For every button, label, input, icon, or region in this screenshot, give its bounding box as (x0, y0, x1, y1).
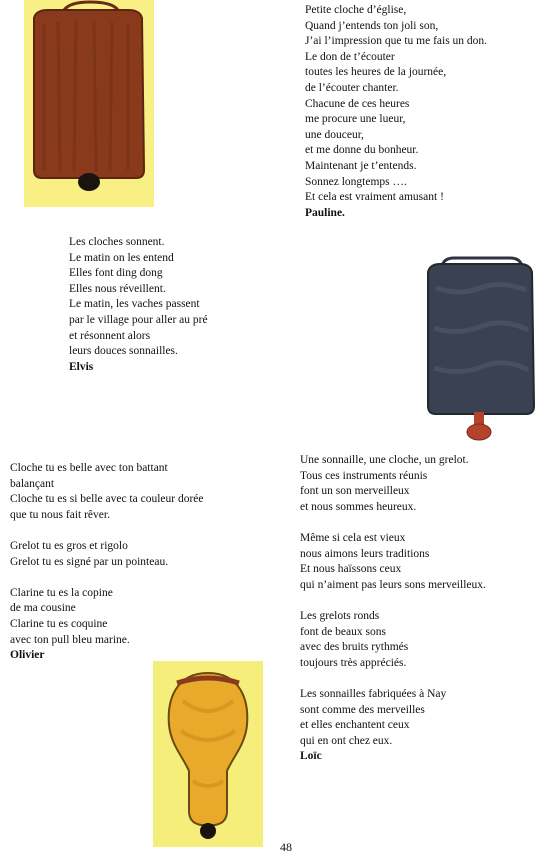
poem-line: Clarine tu es la copine (10, 586, 113, 599)
poem-line: de l’écouter chanter. (305, 81, 399, 94)
poem-line: et elles enchantent ceux (300, 719, 410, 732)
poem-line: Et cela est vraiment amusant ! (305, 191, 444, 204)
poem-line: font de beaux sons (300, 625, 386, 638)
poem-line: Sonnez longtemps …. (305, 175, 407, 188)
brown-bell-illustration (24, 0, 154, 207)
poem-line: avec ton pull bleu marine. (10, 633, 130, 646)
poem-line: Une sonnaille, une cloche, un grelot. (300, 454, 469, 466)
poem-line: Clarine tu es coquine (10, 617, 108, 630)
stanza-gap (300, 671, 486, 687)
poem-line: Grelot tu es gros et rigolo (10, 539, 128, 552)
poem-line: Petite cloche d’église, (305, 4, 407, 16)
poem-line: Elles nous réveillent. (69, 282, 166, 295)
poem-line: Le matin on les entend (69, 251, 174, 264)
stanza-gap (10, 523, 204, 539)
poem-line: Le don de t’écouter (305, 50, 395, 63)
stanza-gap (300, 593, 486, 609)
poem-pauline (305, 3, 487, 221)
poem-line: Tous ces instruments réunis (300, 469, 428, 482)
poem-line: toujours très appréciés. (300, 656, 407, 669)
poem-line: et me donne du bonheur. (305, 144, 419, 157)
poem-line: que tu nous fait rêver. (10, 508, 110, 521)
poem-line: et nous sommes heureux. (300, 500, 417, 513)
poem-line: Les grelots ronds (300, 609, 380, 622)
page-number: 48 (280, 840, 292, 854)
poem-line: balançant (10, 477, 55, 490)
poem-line: Même si cela est vieux (300, 531, 406, 544)
poem-author: Olivier (10, 649, 45, 662)
stanza-gap (10, 570, 204, 586)
poem-author: Pauline. (305, 206, 345, 219)
poem-line: Les sonnailles fabriquées à Nay (300, 687, 447, 700)
yellow-bell-illustration (153, 661, 263, 847)
poem-olivier (10, 461, 204, 664)
poem-line: leurs douces sonnailles. (69, 345, 178, 358)
stanza-gap (300, 515, 486, 531)
poem-line: et résonnent alors (69, 329, 151, 342)
poem-line: nous aimons leurs traditions (300, 547, 430, 560)
blue-bell-illustration (420, 248, 538, 443)
poem-line: J’ai l’impression que tu me fais un don. (305, 35, 488, 48)
poem-line: Maintenant je t’entends. (305, 159, 417, 172)
poem-line: avec des bruits rythmés (300, 641, 409, 654)
poem-line: Le matin, les vaches passent (69, 298, 200, 311)
poem-line: Cloche tu es si belle avec ta couleur dorée (10, 493, 204, 506)
poem-line: sont comme des merveilles (300, 703, 425, 716)
poem-line: Quand j’entends ton joli son, (305, 19, 439, 32)
poem-author: Loïc (300, 750, 322, 763)
poem-author: Elvis (69, 360, 94, 373)
poem-line: de ma cousine (10, 602, 76, 615)
poem-line: Elles font ding dong (69, 267, 163, 280)
poem-line: Grelot tu es signé par un pointeau. (10, 555, 169, 568)
poem-line: qui en ont chez eux. (300, 734, 393, 747)
poem-line: font un son merveilleux (300, 485, 410, 498)
poem-line: une douceur, (305, 128, 364, 141)
poem-line: Cloche tu es belle avec ton battant (10, 462, 168, 474)
poem-line: toutes les heures de la journée, (305, 66, 447, 79)
poem-line: me procure une lueur, (305, 113, 406, 126)
poem-line: Chacune de ces heures (305, 97, 410, 110)
poem-loic (300, 453, 486, 765)
poem-line: qui n’aiment pas leurs sons merveilleux. (300, 578, 486, 591)
poem-line: Les cloches sonnent. (69, 236, 165, 248)
poem-line: Et nous haïssons ceux (300, 563, 402, 576)
poem-line: par le village pour aller au pré (69, 313, 208, 326)
poem-elvis (69, 235, 208, 375)
